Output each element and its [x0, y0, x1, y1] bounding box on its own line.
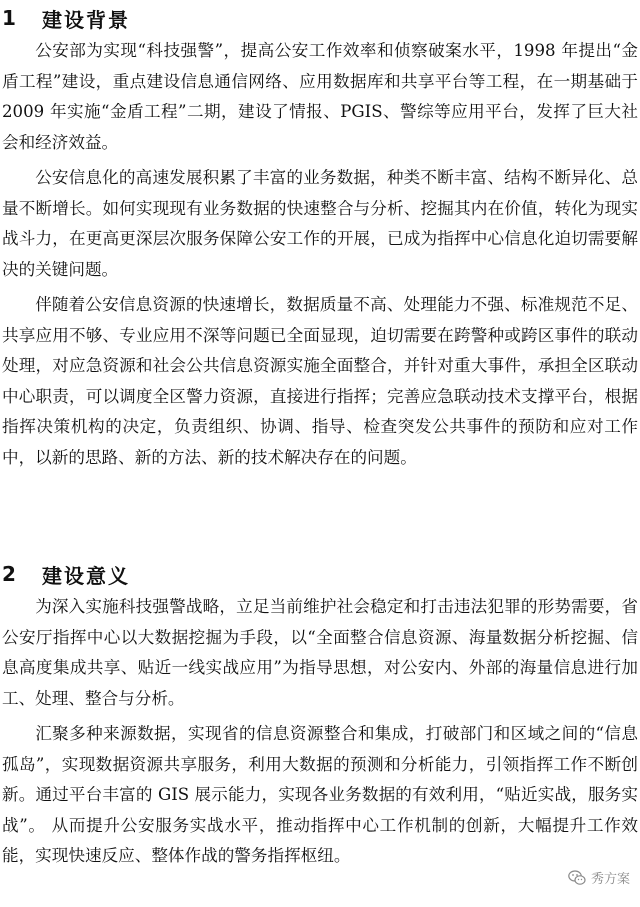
- paragraph: 伴随着公安信息资源的快速增长，数据质量不高、处理能力不强、标准规范不足、共享应用不够、专业应用不深等问题已全面显现，迫切需要在跨警种或跨区事件的联动处理，对应急资源和社会公共信息资源实施全面整合，并针对重大事件，承担全区联动中心职责，可以调度全区警力资源，直接进行指挥；完善应急联动技术支撑平台，根据指挥决策机构的决定，负责组织、协调、指导、检查突发公共事件的预防和应对工作中，以新的思路、新的方法、新的技术解决存在的问题。: [2, 295, 638, 467]
- section-heading: [0, 0, 640, 36]
- section-title: 建设意义: [42, 563, 130, 588]
- section-number: 2: [2, 562, 16, 586]
- section-significance: [0, 556, 640, 872]
- paragraph: 为深入实施科技强警战略，立足当前维护社会稳定和打击违法犯罪的形势需要，省公安厅指挥中心以大数据挖掘为手段，以“全面整合信息资源、海量数据分析挖掘、信息高度集成共享、贴近一线实战应用”为指导思想，对公安内、外部的海量信息进行加工、处理、整合与分析。: [2, 597, 638, 708]
- paragraph: 汇聚多种来源数据，实现省的信息资源整合和集成，打破部门和区域之间的“信息孤岛”，实现数据资源共享服务，利用大数据的预测和分析能力，引领指挥工作不断创新。通过平台丰富的 GIS 展示能力，实现各业务数据的有效利用，“贴近实战，服务实战”。 从而提升公安服务实战水平，推动指挥中心工作机制的创新，大幅提升工作效能，实现快速反应、整体作战的警务指挥枢纽。: [2, 724, 638, 865]
- watermark-text: 秀方案: [590, 872, 630, 887]
- section-title: 建设背景: [42, 7, 130, 32]
- wechat-icon: [568, 870, 586, 886]
- paragraph: 公安部为实现“科技强警”，提高公安工作效率和侦察破案水平，1998 年提出“金盾工程”建设，重点建设信息通信网络、应用数据库和共享平台等工程，在一期基础于 2009 年实施“金盾工程”二期，建设了情报、PGIS、警综等应用平台，发挥了巨大社会和经济效益。: [2, 41, 638, 152]
- watermark: [568, 868, 630, 887]
- section-heading: [0, 556, 640, 592]
- paragraph: 公安信息化的高速发展积累了丰富的业务数据，种类不断丰富、结构不断异化、总量不断增长。如何实现现有业务数据的快速整合与分析、挖掘其内在价值，转化为现实战斗力，在更高更深层次服务保障公安工作的开展，已成为指挥中心信息化迫切需要解决的关键问题。: [2, 168, 638, 279]
- section-number: 1: [2, 6, 16, 30]
